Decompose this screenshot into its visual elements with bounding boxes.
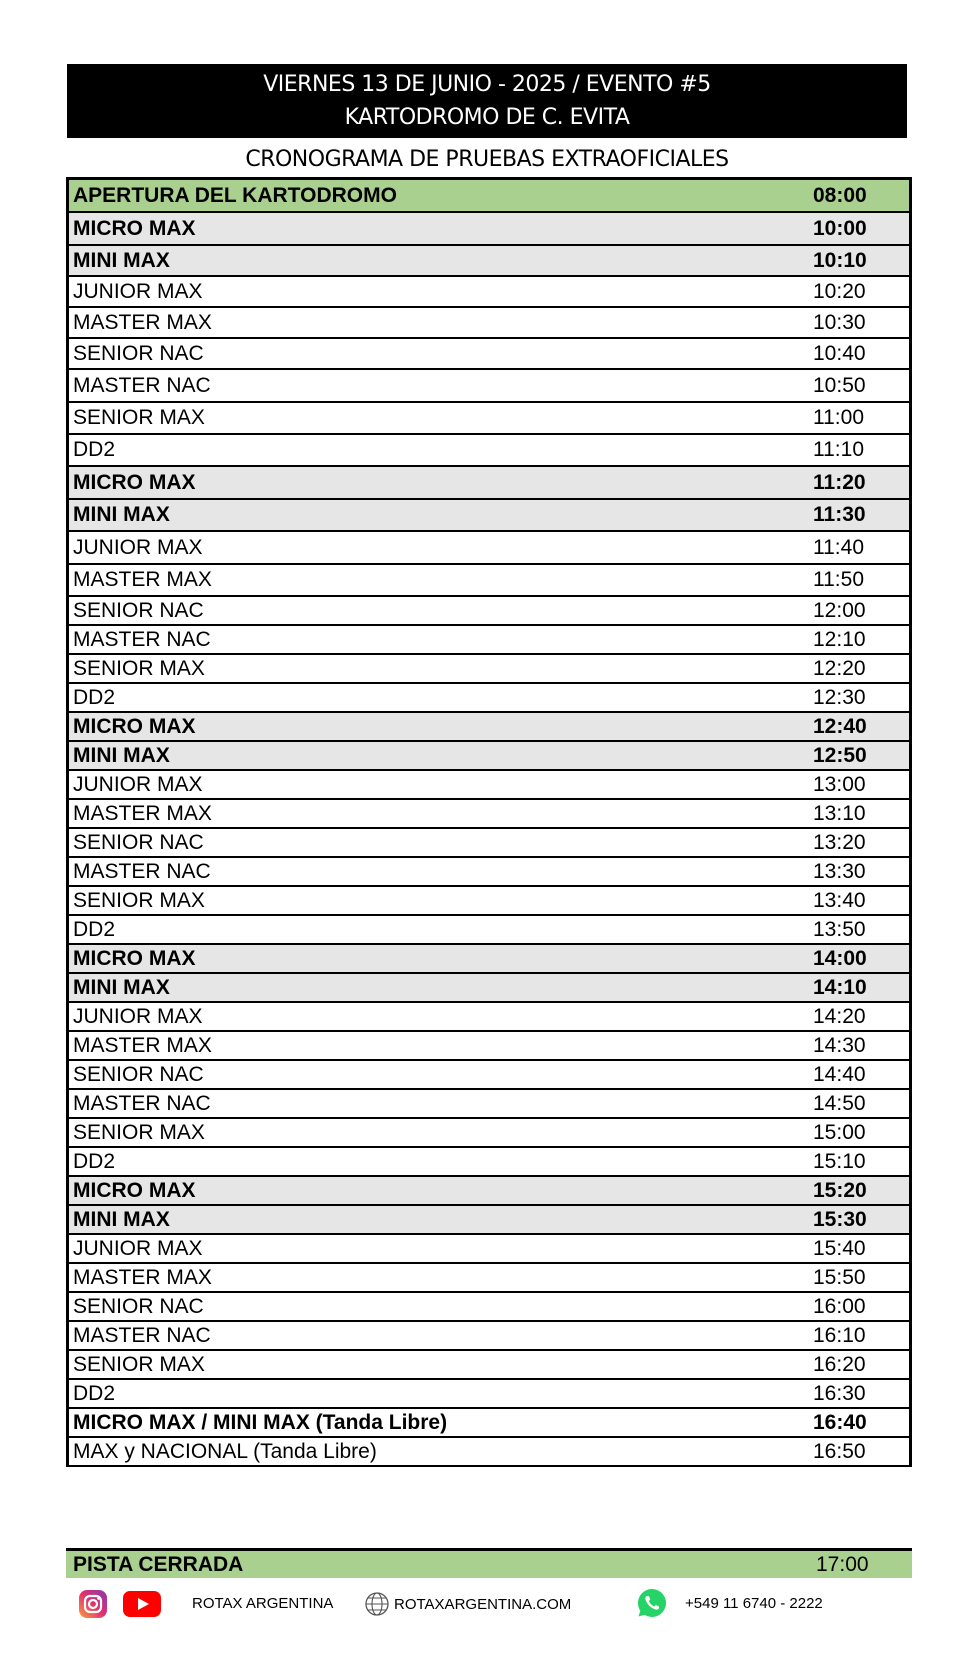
category-name: DD2	[73, 438, 116, 461]
schedule-row	[69, 213, 909, 246]
schedule-row	[69, 800, 909, 829]
category-name: MASTER NAC	[73, 859, 211, 883]
schedule-row	[69, 1351, 909, 1380]
category-name: MICRO MAX	[73, 714, 196, 738]
schedule-row	[69, 1206, 909, 1235]
schedule-row	[69, 684, 909, 713]
schedule-row	[69, 1409, 909, 1438]
session-time: 16:30	[813, 1381, 866, 1405]
schedule-row	[69, 500, 909, 532]
category-name: SENIOR NAC	[73, 1294, 204, 1318]
schedule-row	[69, 370, 909, 403]
category-name: JUNIOR MAX	[73, 1004, 203, 1028]
category-name: SENIOR MAX	[73, 406, 205, 429]
session-time: 12:50	[813, 743, 867, 767]
schedule-row	[69, 771, 909, 800]
schedule-row	[69, 945, 909, 974]
schedule-row	[69, 1235, 909, 1264]
category-name: SENIOR NAC	[73, 1062, 204, 1086]
whatsapp-icon	[636, 1587, 668, 1619]
schedule-row	[69, 1293, 909, 1322]
session-time: 10:10	[813, 248, 867, 272]
schedule-row	[69, 974, 909, 1003]
session-time: 14:10	[813, 975, 867, 999]
category-name: SENIOR NAC	[73, 830, 204, 854]
category-name: MICRO MAX	[73, 946, 196, 970]
session-time: 13:40	[813, 888, 866, 912]
session-time: 13:10	[813, 801, 866, 825]
event-date-title: VIERNES 13 DE JUNIO - 2025 / EVENTO #5	[263, 72, 711, 97]
category-name: JUNIOR MAX	[73, 1236, 203, 1260]
session-time: 15:10	[813, 1149, 866, 1173]
session-time: 15:30	[813, 1207, 867, 1231]
schedule-row	[69, 626, 909, 655]
schedule-row	[69, 565, 909, 597]
category-name: MINI MAX	[73, 975, 170, 999]
schedule-row	[69, 887, 909, 916]
schedule-row	[69, 1061, 909, 1090]
session-time: 10:30	[813, 310, 866, 334]
session-time: 15:20	[813, 1178, 867, 1202]
schedule-row	[69, 1119, 909, 1148]
schedule-row	[69, 1380, 909, 1409]
schedule-row	[69, 742, 909, 771]
closing-time: 17:00	[816, 1552, 869, 1576]
session-time: 13:50	[813, 917, 866, 941]
category-name: SENIOR NAC	[73, 341, 204, 365]
session-time: 11:50	[813, 568, 864, 591]
session-time: 10:20	[813, 279, 866, 303]
category-name: MASTER MAX	[73, 310, 212, 334]
category-name: DD2	[73, 917, 116, 941]
session-time: 14:30	[813, 1033, 866, 1057]
session-time: 10:00	[813, 216, 867, 240]
opening-label: APERTURA DEL KARTODROMO	[73, 183, 397, 207]
category-name: MICRO MAX	[73, 470, 196, 494]
youtube-link[interactable]	[123, 1591, 161, 1617]
category-name: DD2	[73, 685, 116, 709]
session-time: 16:40	[813, 1410, 867, 1434]
session-time: 12:30	[813, 685, 866, 709]
closing-label: PISTA CERRADA	[73, 1552, 244, 1576]
session-time: 15:50	[813, 1265, 866, 1289]
session-time: 12:20	[813, 656, 866, 680]
schedule-row	[69, 246, 909, 277]
session-time: 10:40	[813, 341, 866, 365]
session-time: 16:00	[813, 1294, 866, 1318]
schedule-subtitle: CRONOGRAMA DE PRUEBAS EXTRAOFICIALES	[245, 147, 729, 172]
session-time: 11:40	[813, 535, 864, 559]
schedule-row	[69, 829, 909, 858]
session-time: 11:00	[813, 406, 864, 429]
category-name: MICRO MAX	[73, 1178, 196, 1202]
schedule-row	[69, 1090, 909, 1119]
session-time: 11:10	[813, 438, 864, 461]
schedule-row	[69, 435, 909, 467]
category-name: MINI MAX	[73, 743, 170, 767]
category-name: JUNIOR MAX	[73, 772, 203, 796]
category-name: MICRO MAX	[73, 216, 196, 240]
schedule-row	[69, 1322, 909, 1351]
category-name: MINI MAX	[73, 1207, 170, 1231]
session-time: 13:00	[813, 772, 866, 796]
session-time: 16:20	[813, 1352, 866, 1376]
schedule-row	[69, 1177, 909, 1206]
category-name: JUNIOR MAX	[73, 279, 203, 303]
category-name: MINI MAX	[73, 503, 170, 526]
session-time: 14:20	[813, 1004, 866, 1028]
globe-www-icon	[363, 1591, 391, 1617]
schedule-row	[69, 1032, 909, 1061]
session-time: 16:10	[813, 1323, 866, 1347]
schedule-row	[69, 1264, 909, 1293]
category-name: SENIOR NAC	[73, 598, 204, 622]
schedule-row	[69, 532, 909, 565]
phone-number: +549 11 6740 - 2222	[685, 1595, 823, 1612]
category-name: MASTER MAX	[73, 1265, 212, 1289]
session-time: 12:10	[813, 627, 866, 651]
opening-row	[69, 177, 909, 213]
category-name: JUNIOR MAX	[73, 535, 203, 559]
schedule-row	[69, 277, 909, 308]
schedule-row	[69, 713, 909, 742]
opening-time: 08:00	[813, 183, 867, 207]
category-name: MASTER NAC	[73, 1323, 211, 1347]
session-time: 15:40	[813, 1236, 866, 1260]
instagram-link[interactable]	[78, 1589, 108, 1619]
website-link[interactable]	[363, 1591, 571, 1617]
category-name: SENIOR MAX	[73, 888, 205, 912]
category-name: SENIOR MAX	[73, 1120, 205, 1144]
session-time: 12:40	[813, 714, 867, 738]
schedule-row	[69, 1438, 909, 1467]
category-name: MAX y NACIONAL (Tanda Libre)	[73, 1439, 377, 1463]
brand-name: ROTAX ARGENTINA	[192, 1595, 334, 1612]
schedule-row	[69, 467, 909, 500]
schedule-row	[69, 1148, 909, 1177]
schedule-row	[69, 403, 909, 435]
schedule-row	[69, 1003, 909, 1032]
category-name: MASTER MAX	[73, 801, 212, 825]
schedule-row	[69, 339, 909, 370]
category-name: MASTER NAC	[73, 627, 211, 651]
schedule-table	[66, 177, 912, 1467]
category-name: MASTER MAX	[73, 1033, 212, 1057]
event-header	[67, 64, 907, 138]
instagram-icon	[78, 1589, 108, 1619]
youtube-icon	[123, 1591, 161, 1617]
session-time: 14:00	[813, 946, 867, 970]
schedule-row	[69, 597, 909, 626]
category-name: MINI MAX	[73, 248, 170, 272]
schedule-row	[69, 916, 909, 945]
category-name: SENIOR MAX	[73, 656, 205, 680]
whatsapp-link[interactable]	[636, 1587, 668, 1619]
category-name: DD2	[73, 1381, 116, 1405]
website-text: ROTAXARGENTINA.COM	[394, 1595, 572, 1613]
session-time: 11:30	[813, 503, 866, 526]
category-name: MASTER MAX	[73, 568, 212, 591]
footer	[78, 1585, 908, 1625]
category-name: DD2	[73, 1149, 116, 1173]
session-time: 16:50	[813, 1439, 866, 1463]
session-time: 10:50	[813, 373, 866, 397]
category-name: MICRO MAX / MINI MAX (Tanda Libre)	[73, 1410, 448, 1434]
venue-title: KARTODROMO DE C. EVITA	[344, 105, 630, 130]
session-time: 12:00	[813, 598, 866, 622]
session-time: 14:50	[813, 1091, 866, 1115]
category-name: SENIOR MAX	[73, 1352, 205, 1376]
session-time: 13:20	[813, 830, 866, 854]
session-time: 15:00	[813, 1120, 866, 1144]
schedule-row	[69, 858, 909, 887]
schedule-row	[69, 655, 909, 684]
session-time: 14:40	[813, 1062, 866, 1086]
closing-row	[66, 1548, 912, 1578]
session-time: 13:30	[813, 859, 866, 883]
category-name: MASTER NAC	[73, 1091, 211, 1115]
schedule-row	[69, 308, 909, 339]
category-name: MASTER NAC	[73, 373, 211, 397]
session-time: 11:20	[813, 470, 866, 494]
